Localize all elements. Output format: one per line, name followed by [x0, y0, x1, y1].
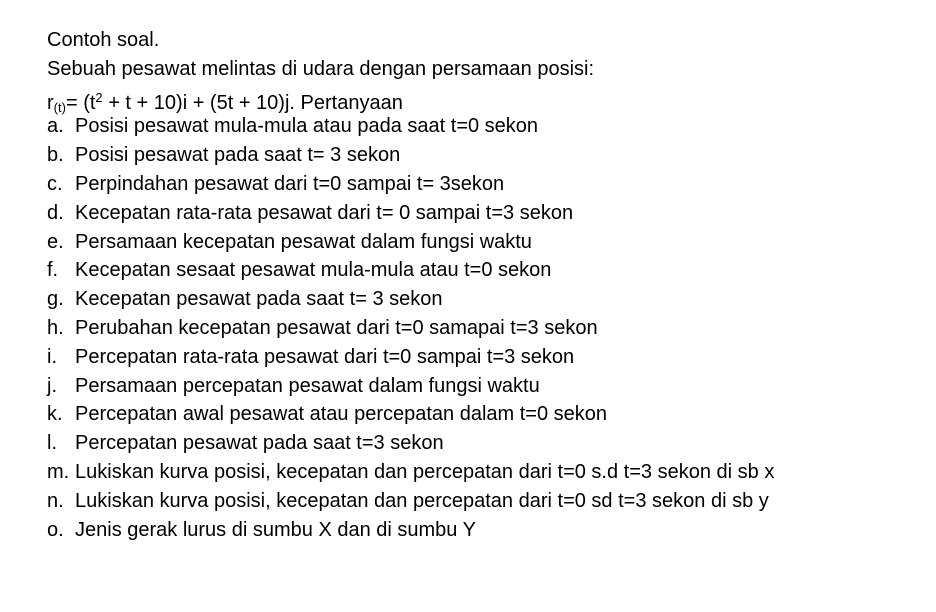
question-letter: j.	[47, 374, 57, 397]
question-text: Percepatan rata-rata pesawat dari t=0 sampai t=3 sekon	[75, 345, 575, 368]
question-letter: e.	[47, 230, 64, 253]
question-item	[47, 516, 932, 545]
question-text: Kecepatan sesaat pesawat mula-mula atau t=0 sekon	[75, 259, 552, 282]
question-text: Kecepatan rata-rata pesawat dari t= 0 sampai t=3 sekon	[75, 201, 574, 224]
question-letter: g.	[47, 288, 64, 311]
question-letter: k.	[47, 403, 63, 426]
question-letter: l.	[47, 432, 57, 455]
problem-intro: Sebuah pesawat melintas di udara dengan persamaan posisi:	[47, 57, 595, 80]
question-text: Posisi pesawat mula-mula atau pada saat t=0 sekon	[75, 115, 539, 138]
question-item	[47, 199, 932, 228]
question-item	[47, 487, 932, 516]
question-text: Kecepatan pesawat pada saat t= 3 sekon	[75, 288, 443, 311]
equation-part-1: = (t	[65, 91, 96, 114]
question-text: Percepatan pesawat pada saat t=3 sekon	[75, 432, 444, 455]
question-letter: o.	[47, 518, 64, 541]
question-text: Perpindahan pesawat dari t=0 sampai t= 3sekon	[75, 172, 505, 195]
question-text: Lukiskan kurva posisi, kecepatan dan percepatan dari t=0 sd t=3 sekon di sb y	[75, 489, 769, 512]
position-equation	[47, 84, 932, 113]
question-text: Persamaan percepatan pesawat dalam fungsi waktu	[75, 374, 540, 397]
equation-symbol: r	[47, 91, 54, 114]
question-item	[47, 458, 932, 487]
equation-superscript: 2	[95, 89, 103, 105]
problem-text-block	[47, 26, 932, 544]
question-item	[47, 228, 932, 257]
question-item	[47, 256, 932, 285]
question-letter: c.	[47, 172, 63, 195]
question-item	[47, 141, 932, 170]
question-text: Percepatan awal pesawat atau percepatan dalam t=0 sekon	[75, 403, 608, 426]
question-letter: h.	[47, 316, 64, 339]
question-letter: f.	[47, 259, 59, 282]
question-text: Persamaan kecepatan pesawat dalam fungsi waktu	[75, 230, 532, 253]
question-text: Posisi pesawat pada saat t= 3 sekon	[75, 144, 401, 167]
question-item	[47, 400, 932, 429]
equation-part-2: + t + 10)i + (5t + 10)j. Pertanyaan	[102, 91, 403, 114]
question-item	[47, 112, 932, 141]
question-item	[47, 429, 932, 458]
question-text: Jenis gerak lurus di sumbu X dan di sumbu Y	[75, 518, 476, 541]
question-letter: n.	[47, 489, 64, 512]
question-item	[47, 372, 932, 401]
question-item	[47, 285, 932, 314]
question-text: Lukiskan kurva posisi, kecepatan dan percepatan dari t=0 s.d t=3 sekon di sb x	[75, 460, 775, 483]
question-item	[47, 170, 932, 199]
question-item	[47, 314, 932, 343]
question-text: Perubahan kecepatan pesawat dari t=0 samapai t=3 sekon	[75, 316, 598, 339]
question-list	[47, 112, 932, 544]
question-letter: d.	[47, 201, 64, 224]
question-letter: b.	[47, 144, 64, 167]
question-letter: m.	[47, 460, 70, 483]
question-letter: i.	[47, 345, 57, 368]
heading: Contoh soal.	[47, 29, 160, 51]
question-letter: a.	[47, 115, 64, 138]
equation-subscript: (t)	[53, 99, 66, 115]
question-item	[47, 343, 932, 372]
